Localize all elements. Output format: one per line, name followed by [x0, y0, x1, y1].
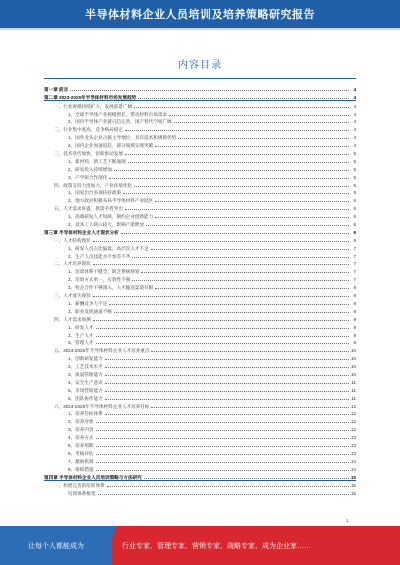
- toc-entry-page: 5: [353, 182, 356, 188]
- toc-entry[interactable]: [44, 345, 356, 353]
- toc-entry[interactable]: [44, 266, 356, 274]
- toc-entry-title: 五、人才需求旺盛，供需矛盾突出: [54, 206, 123, 212]
- toc-entry[interactable]: [44, 109, 356, 117]
- toc-leader-dots: [155, 216, 349, 218]
- report-header: [0, 0, 400, 28]
- toc-entry[interactable]: [44, 156, 356, 164]
- toc-leader-dots: [121, 232, 349, 234]
- toc-leader-dots: [151, 406, 348, 408]
- toc-entry-page: 5: [353, 151, 356, 157]
- toc-entry-title: 1、国外龙头企业占据主导地位，具有技术和规模优势: [68, 135, 177, 141]
- toc-entry-page: 9: [353, 316, 356, 322]
- toc-leader-dots: [134, 185, 349, 187]
- toc-entry-title: 2、职业发展通道不畅: [68, 308, 112, 314]
- toc-entry[interactable]: [44, 124, 356, 132]
- toc-entry[interactable]: [44, 448, 356, 456]
- toc-leader-dots: [105, 366, 349, 368]
- toc-entry[interactable]: [44, 377, 356, 385]
- footer-tags: 行业专家、管理专家、营销专家、战略专家、成为企业家……: [122, 542, 311, 550]
- toc-entry-page: 4: [353, 103, 356, 109]
- toc-entry-title: 一、人才结构现状: [54, 237, 91, 243]
- toc-leader-dots: [107, 485, 349, 487]
- toc-entry[interactable]: [44, 393, 356, 401]
- toc-entry[interactable]: [44, 195, 356, 203]
- toc-entry[interactable]: [44, 251, 356, 259]
- toc-leader-dots: [70, 89, 349, 91]
- toc-entry-page: 11: [351, 387, 356, 393]
- toc-entry[interactable]: [44, 188, 356, 196]
- toc-leader-dots: [93, 240, 349, 242]
- toc-entry-page: 10: [350, 364, 356, 370]
- toc-entry[interactable]: [44, 472, 356, 481]
- toc-entry[interactable]: [44, 235, 356, 243]
- toc-leader-dots: [114, 311, 349, 313]
- toc-entry-title: 1、研发人员占比偏低，高层次人才不足: [68, 245, 149, 251]
- toc-entry[interactable]: [44, 401, 356, 409]
- toc-entry-page: 6: [353, 198, 356, 204]
- toc-entry[interactable]: [44, 338, 356, 346]
- toc-entry-page: 12: [350, 427, 356, 433]
- toc-leader-dots: [96, 469, 349, 471]
- toc-leader-dots: [96, 437, 349, 439]
- toc-entry-page: 13: [350, 450, 356, 456]
- toc-entry-title: 2、培训方式单一，实效性不强: [68, 277, 131, 283]
- toc-entry-page: 12: [350, 411, 356, 417]
- toc-leader-dots: [105, 413, 349, 415]
- toc-entry-title: 第三章 半导体材料企业人才现状分析: [44, 229, 119, 235]
- toc-leader-dots: [105, 390, 349, 392]
- toc-entry-page: 6: [353, 222, 356, 228]
- toc-entry-page: 5: [353, 166, 356, 172]
- toc-entry-title: 第一章 前言: [44, 86, 69, 92]
- toc-entry[interactable]: [44, 211, 356, 219]
- toc-entry[interactable]: [44, 353, 356, 361]
- toc-leader-dots: [93, 295, 349, 297]
- toc-entry-title: 2、国内企业加速追赶，部分领域实现突破: [68, 143, 154, 149]
- toc-entry[interactable]: [44, 385, 356, 393]
- toc-entry-title: 2、工艺技术水平: [68, 364, 103, 370]
- toc-entry[interactable]: [44, 172, 356, 180]
- toc-entry-title: 1、高端研发人才短缺，制约企业创新能力: [68, 214, 154, 220]
- toc-entry-title: 4、培养方式: [68, 435, 94, 441]
- toc-entry-page: 5: [353, 174, 356, 180]
- toc-entry-title: 一、行业规模持续扩大，发展前景广阔: [54, 103, 133, 109]
- toc-leader-dots: [141, 271, 349, 273]
- toc-entry[interactable]: [44, 298, 356, 306]
- toc-leader-dots: [125, 208, 349, 210]
- toc-leader-dots: [132, 279, 349, 281]
- toc-entry-title: 3、质量管理能力: [68, 371, 103, 377]
- toc-entry-title: 1、创新研发能力: [68, 356, 103, 362]
- toc-leader-dots: [128, 161, 349, 163]
- toc-leader-dots: [96, 453, 349, 455]
- toc-entry[interactable]: [44, 219, 356, 227]
- toc-entry-page: 4: [353, 143, 356, 149]
- toc-entry-page: 6: [353, 229, 356, 235]
- toc-entry-title: 1、培训体系不健全，缺乏系统规划: [68, 269, 140, 275]
- toc-entry[interactable]: [44, 322, 356, 330]
- toc-entry-title: 4、安全生产意识: [68, 379, 103, 385]
- toc-entry-page: 13: [350, 435, 356, 441]
- toc-entry-page: 9: [353, 340, 356, 346]
- toc-entry[interactable]: [44, 432, 356, 440]
- toc-leader-dots: [105, 382, 349, 384]
- toc-entry-title: 3、培养内容: [68, 427, 94, 433]
- toc-entry-page: 7: [353, 245, 356, 251]
- toc-leader-dots: [125, 153, 349, 155]
- toc-entry[interactable]: [44, 314, 356, 322]
- toc-entry[interactable]: [44, 274, 356, 282]
- toc-entry[interactable]: [44, 140, 356, 148]
- toc-entry[interactable]: [44, 456, 356, 464]
- table-of-contents: [44, 84, 356, 496]
- toc-entry-page: 5: [353, 158, 356, 164]
- toc-leader-dots: [105, 374, 349, 376]
- toc-entry-title: 第四章 半导体材料企业人员培训策略与方法研究: [44, 474, 142, 480]
- toc-entry-title: 五、2024-2025年半导体材料企业人才培养重点: [54, 348, 150, 354]
- toc-entry-page: 7: [353, 253, 356, 259]
- toc-entry-page: 14: [350, 466, 356, 472]
- toc-leader-dots: [96, 335, 349, 337]
- toc-entry-title: 5、培养周期: [68, 442, 94, 448]
- toc-leader-dots: [174, 121, 349, 123]
- toc-leader-dots: [155, 200, 349, 202]
- toc-entry[interactable]: [44, 306, 356, 314]
- toc-entry-page: 10: [350, 371, 356, 377]
- toc-entry-title: 6、考核评估: [68, 450, 94, 456]
- toc-entry[interactable]: [44, 290, 356, 298]
- toc-entry[interactable]: [44, 180, 356, 188]
- toc-entry-page: 8: [353, 300, 356, 306]
- toc-entry[interactable]: [44, 361, 356, 369]
- toc-leader-dots: [125, 129, 349, 131]
- footer-slogan-panel: [0, 526, 112, 565]
- toc-entry[interactable]: [44, 148, 356, 156]
- toc-leader-dots: [146, 224, 349, 226]
- toc-leader-dots: [96, 327, 349, 329]
- toc-entry[interactable]: [44, 84, 356, 92]
- footer-slant-shape: [104, 526, 116, 565]
- toc-entry[interactable]: [44, 227, 356, 235]
- toc-entry-page: 8: [353, 293, 356, 299]
- toc-entry[interactable]: [44, 481, 356, 489]
- toc-entry-title: 3、校企合作不够深入，人才输送渠道有限: [68, 285, 154, 291]
- toc-entry-title: 2、生产人才: [68, 332, 94, 338]
- toc-entry-page: 4: [353, 119, 356, 125]
- footer-slogan: 让每个人都能成为: [28, 542, 84, 550]
- toc-leader-dots: [96, 429, 349, 431]
- toc-leader-dots: [96, 342, 349, 344]
- toc-entry-page: 7: [353, 261, 356, 267]
- toc-entry-page: 4: [353, 127, 356, 133]
- toc-entry-title: 2、国内半导体产业链日趋完善，国产替代空间广阔: [68, 119, 172, 125]
- toc-entry[interactable]: [44, 416, 356, 424]
- toc-entry-page: 15: [350, 491, 356, 497]
- toc-entry-page: 4: [353, 94, 356, 100]
- toc-entry[interactable]: [44, 259, 356, 267]
- toc-leader-dots: [132, 256, 349, 258]
- toc-heading: 内容目录: [178, 60, 222, 71]
- toc-entry-title: 3、产学研合作深化: [68, 174, 108, 180]
- toc-entry-title: 5、市场营销能力: [68, 387, 103, 393]
- toc-entry[interactable]: [44, 409, 356, 417]
- toc-entry-title: 一、构建完善的培训体系: [54, 483, 105, 489]
- report-title: 半导体材料企业人员培训及培养策略研究报告: [85, 9, 315, 21]
- toc-entry-page: 10: [350, 348, 356, 354]
- toc-entry[interactable]: [44, 117, 356, 125]
- toc-leader-dots: [98, 493, 349, 495]
- toc-entry-title: 2、生产人员技能水平参差不齐: [68, 253, 131, 259]
- toc-heading-divider: [44, 78, 356, 79]
- toc-entry-page: 15: [350, 483, 356, 489]
- toc-entry-page: 8: [353, 285, 356, 291]
- toc-entry[interactable]: [44, 92, 356, 101]
- toc-entry[interactable]: [44, 101, 356, 109]
- toc-entry-page: 11: [351, 379, 356, 385]
- toc-entry-title: 1、薪酬竞争力不足: [68, 300, 108, 306]
- toc-leader-dots: [96, 421, 349, 423]
- toc-entry-page: 11: [351, 395, 356, 401]
- toc-entry[interactable]: [44, 424, 356, 432]
- toc-entry-title: 2、研发投入持续增加: [68, 166, 112, 172]
- footer-banner: [0, 526, 400, 565]
- toc-entry[interactable]: [44, 440, 356, 448]
- toc-entry-title: 7、激励机制: [68, 458, 94, 464]
- toc-entry-page: 12: [350, 403, 356, 409]
- footer-tags-panel: [112, 526, 400, 565]
- toc-entry-page: 8: [353, 308, 356, 314]
- toc-leader-dots: [144, 477, 349, 479]
- toc-entry-title: 二、行业集中度高，竞争格局稳定: [54, 127, 123, 133]
- toc-entry-page: 7: [353, 277, 356, 283]
- toc-leader-dots: [109, 177, 349, 179]
- toc-entry-page: 4: [353, 86, 356, 92]
- toc-entry-title: 1、国家出台多项扶持政策: [68, 190, 122, 196]
- toc-entry[interactable]: [44, 203, 356, 211]
- header-divider: [0, 28, 400, 30]
- toc-leader-dots: [96, 445, 349, 447]
- toc-entry-page: 9: [353, 324, 356, 330]
- toc-entry-page: 6: [353, 206, 356, 212]
- toc-entry-title: 2、地方政府积极布局半导体材料产业园区: [68, 198, 154, 204]
- toc-leader-dots: [178, 137, 349, 139]
- toc-entry-title: 2、技术工人缺口较大，影响产能释放: [68, 222, 145, 228]
- toc-entry-title: 1、新材料、新工艺不断涌现: [68, 158, 126, 164]
- toc-entry-page: 4: [353, 111, 356, 117]
- toc-entry-title: 1、全球半导体产业规模增长，带动材料市场需求: [68, 111, 168, 117]
- toc-entry-page: 6: [353, 237, 356, 243]
- toc-entry-page: 6: [353, 214, 356, 220]
- toc-leader-dots: [155, 145, 349, 147]
- toc-entry-page: 7: [353, 269, 356, 275]
- toc-leader-dots: [138, 97, 349, 99]
- toc-leader-dots: [123, 192, 349, 194]
- toc-entry-page: 14: [350, 458, 356, 464]
- toc-leader-dots: [96, 461, 349, 463]
- toc-entry-page: 4: [353, 135, 356, 141]
- toc-leader-dots: [93, 319, 349, 321]
- toc-entry-page: 12: [350, 419, 356, 425]
- toc-entry-page: 13: [350, 442, 356, 448]
- toc-leader-dots: [114, 169, 349, 171]
- toc-entry[interactable]: [44, 488, 356, 496]
- toc-leader-dots: [155, 287, 349, 289]
- toc-entry-page: 5: [353, 190, 356, 196]
- toc-leader-dots: [105, 398, 349, 400]
- toc-entry[interactable]: [44, 369, 356, 377]
- toc-entry[interactable]: [44, 164, 356, 172]
- toc-entry-title: 二、人才培养现状: [54, 261, 91, 267]
- toc-leader-dots: [109, 303, 349, 305]
- toc-entry-title: 六、2024-2025年半导体材料企业人才培养目标: [54, 403, 150, 409]
- toc-entry-title: 三、人才流失现状: [54, 293, 91, 299]
- toc-entry[interactable]: [44, 330, 356, 338]
- toc-entry-title: 3、管理人才: [68, 340, 94, 346]
- toc-entry-page: 15: [350, 474, 356, 480]
- toc-entry[interactable]: [44, 132, 356, 140]
- toc-leader-dots: [151, 350, 348, 352]
- toc-leader-dots: [105, 358, 349, 360]
- toc-entry-page: 10: [350, 356, 356, 362]
- toc-entry-title: 2、培养对象: [68, 419, 94, 425]
- toc-leader-dots: [93, 263, 349, 265]
- toc-entry-title: 1、研发人才: [68, 324, 94, 330]
- toc-entry-title: 培训体系框架: [68, 491, 96, 497]
- toc-entry-title: 1、培养目标体系: [68, 411, 103, 417]
- toc-entry-title: 8、保障措施: [68, 466, 94, 472]
- toc-leader-dots: [151, 248, 349, 250]
- toc-entry[interactable]: [44, 243, 356, 251]
- toc-entry-title: 第二章 2023-2025年半导体材料市场发展趋势: [44, 94, 137, 100]
- toc-entry[interactable]: [44, 282, 356, 290]
- toc-entry-title: 四、政策支持力度加大，产业环境优化: [54, 182, 133, 188]
- toc-entry[interactable]: [44, 464, 356, 472]
- toc-leader-dots: [134, 106, 349, 108]
- toc-entry-title: 四、人才需求预测: [54, 316, 91, 322]
- toc-leader-dots: [169, 114, 349, 116]
- page-number: 1: [346, 518, 349, 523]
- toc-entry-page: 9: [353, 332, 356, 338]
- toc-entry-title: 6、团队协作能力: [68, 395, 103, 401]
- toc-entry-title: 三、技术迭代加快，创新驱动发展: [54, 151, 123, 157]
